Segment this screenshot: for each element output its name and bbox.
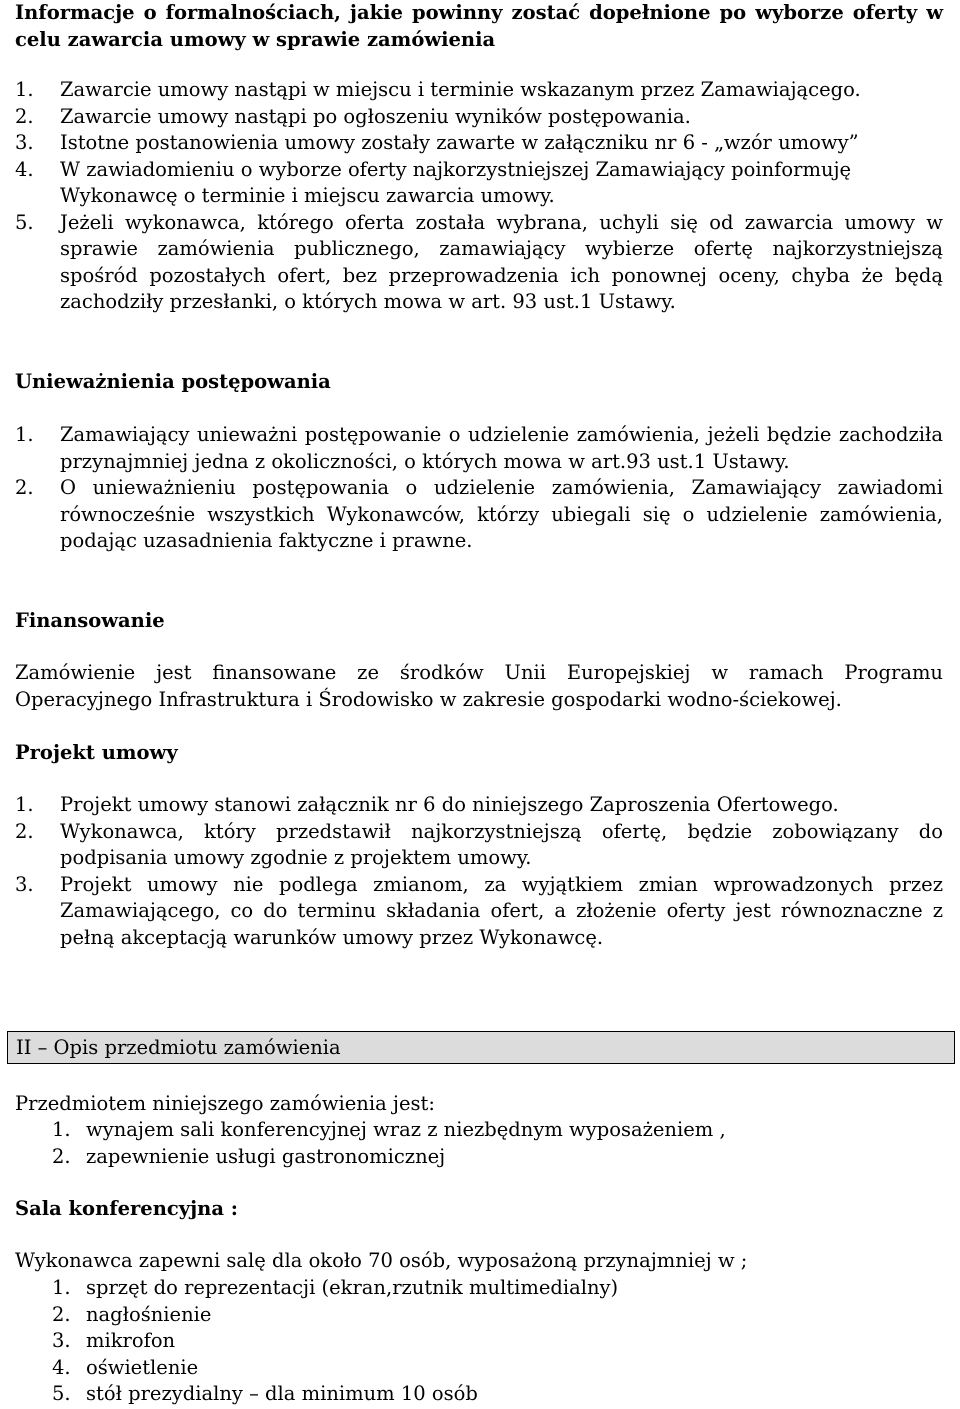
section-title-box xyxy=(7,1031,955,1064)
list-item xyxy=(15,1117,943,1144)
item-number: 3. xyxy=(15,872,34,896)
item-number: 2. xyxy=(15,104,34,128)
item-number: 4. xyxy=(52,1355,71,1379)
item-text: nagłośnienie xyxy=(86,1302,212,1326)
item-number: 4. xyxy=(15,157,34,181)
item-number: 5. xyxy=(15,210,34,234)
item-text: Istotne postanowienia umowy zostały zawarte w załączniku nr 6 - „wzór umowy” xyxy=(60,131,859,154)
item-number: 3. xyxy=(52,1329,71,1352)
list-item xyxy=(15,872,943,952)
item-number: 1. xyxy=(15,423,34,446)
list-item xyxy=(15,130,943,157)
list-item xyxy=(15,1381,943,1408)
item-number: 2. xyxy=(15,476,34,499)
cancellation-heading: Unieważnienia postępowania xyxy=(15,370,331,393)
item-number: 3. xyxy=(15,131,34,154)
contract-draft-heading: Projekt umowy xyxy=(15,741,178,764)
item-text: W zawiadomieniu o wyborze oferty najkorzystniejszej Zamawiający poinformuję Wykonawcę o terminie i miejscu zawarcia umowy. xyxy=(60,157,852,207)
item-text: mikrofon xyxy=(86,1329,176,1352)
item-text: oświetlenie xyxy=(86,1355,199,1379)
section-title: II – Opis przedmiotu zamówienia xyxy=(16,1036,341,1059)
formalities-heading: Informacje o formalnościach, jakie powinny zostać dopełnione po wyborze oferty w celu zawarcia umowy w sprawie zamówienia xyxy=(15,1,943,51)
list-item xyxy=(15,210,943,316)
list-item xyxy=(15,77,943,104)
item-number: 1. xyxy=(15,78,34,101)
item-text: wynajem sali konferencyjnej wraz z niezbędnym wyposażeniem , xyxy=(86,1118,726,1141)
cancellation-list xyxy=(15,422,943,555)
item-text: zapewnienie usługi gastronomicznej xyxy=(86,1144,446,1168)
item-text: Wykonawca, który przedstawił najkorzystniejszą ofertę, będzie zobowiązany do podpisania umowy zgodnie z projektem umowy. xyxy=(60,819,943,869)
item-number: 2. xyxy=(52,1302,71,1326)
item-number: 1. xyxy=(52,1276,71,1299)
list-item xyxy=(15,104,943,131)
list-item xyxy=(15,1302,943,1329)
conference-room-heading: Sala konferencyjna : xyxy=(15,1197,238,1220)
item-text: O unieważnieniu postępowania o udzielenie zamówienia, Zamawiający zawiadomi równocześnie wszystkich Wykonawców, którzy ubiegali się o udzielenie zamówienia, podając uzasadnienia faktyczne i prawne. xyxy=(60,476,943,552)
formalities-list xyxy=(15,77,943,316)
subject-list xyxy=(15,1117,943,1170)
list-item xyxy=(15,1144,943,1171)
list-item xyxy=(15,819,943,872)
item-text: Zawarcie umowy nastąpi w miejscu i terminie wskazanym przez Zamawiającego. xyxy=(60,78,861,101)
item-text: Projekt umowy nie podlega zmianom, za wyjątkiem zmian wprowadzonych przez Zamawiającego, co do terminu składania ofert, a złożenie oferty jest równoznaczne z pełną akceptacją warunków umowy przez Wykonawcę. xyxy=(60,872,943,949)
item-text: Zamawiający unieważni postępowanie o udzielenie zamówienia, jeżeli będzie zachodziła przynajmniej jedna z okoliczności, o których mowa w art.93 ust.1 Ustawy. xyxy=(60,423,943,473)
list-item xyxy=(15,1328,943,1355)
item-text: Jeżeli wykonawca, którego oferta została wybrana, uchyli się od zawarcia umowy w sprawie zamówienia publicznego, zamawiający wybierze ofertę najkorzystniejszą spośród pozostałych ofert, bez przeprowadzenia ich ponownej oceny, chyba że będą zachodziły przesłanki, o których mowa w art. 93 ust.1 Ustawy. xyxy=(60,210,943,313)
item-text: stół prezydialny – dla minimum 10 osób xyxy=(86,1382,478,1405)
equipment-list xyxy=(15,1275,943,1408)
list-item xyxy=(15,157,943,210)
section-intro: Przedmiotem niniejszego zamówienia jest: xyxy=(15,1092,435,1115)
item-text: Projekt umowy stanowi załącznik nr 6 do niniejszego Zaproszenia Ofertowego. xyxy=(60,793,839,816)
item-text: sprzęt do reprezentacji (ekran,rzutnik multimedialny) xyxy=(86,1276,619,1299)
list-item xyxy=(15,475,943,555)
item-text: Zawarcie umowy nastąpi po ogłoszeniu wyników postępowania. xyxy=(60,104,691,128)
financing-text: Zamówienie jest finansowane ze środków Unii Europejskiej w ramach Programu Operacyjnego Infrastruktura i Środowisko w zakresie gospodarki wodno-ściekowej. xyxy=(15,661,943,711)
contract-draft-list xyxy=(15,792,943,951)
list-item xyxy=(15,1355,943,1382)
list-item xyxy=(15,1275,943,1302)
item-number: 1. xyxy=(15,793,34,816)
conference-room-intro: Wykonawca zapewni salę dla około 70 osób, wyposażoną przynajmniej w ; xyxy=(15,1249,748,1272)
item-number: 1. xyxy=(52,1118,71,1141)
item-number: 2. xyxy=(15,819,34,843)
financing-heading: Finansowanie xyxy=(15,609,165,632)
item-number: 2. xyxy=(52,1144,71,1168)
list-item xyxy=(15,792,943,819)
list-item xyxy=(15,422,943,475)
item-number: 5. xyxy=(52,1382,71,1405)
